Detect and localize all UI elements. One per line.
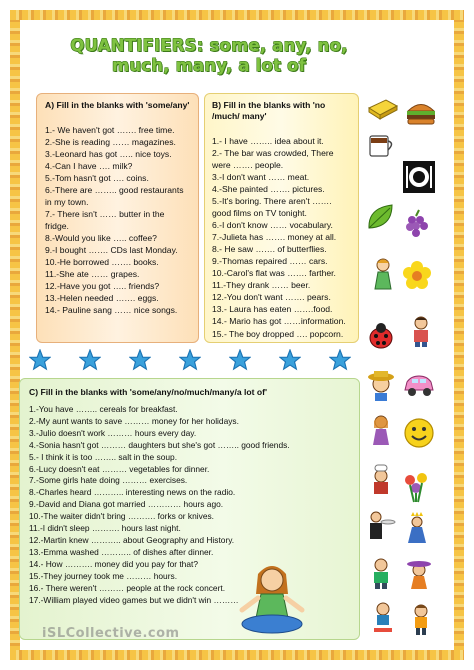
exercise-item: 7.-Some girls hate doing ……… exercises. bbox=[29, 475, 188, 486]
watermark: iSLCollective.com bbox=[42, 626, 180, 641]
exercise-item: 15.- The boy dropped …. popcorn. bbox=[212, 328, 344, 339]
section-a-panel bbox=[36, 93, 199, 343]
exercise-item: 11.-She ate …… grapes. bbox=[45, 269, 140, 280]
section-b-list bbox=[212, 136, 351, 340]
exercise-item: 5.- I think it is too …….. salt in the soup. bbox=[29, 451, 178, 462]
section-b-panel bbox=[204, 93, 359, 343]
exercise-item: 13.- Laura has eaten …….food. bbox=[212, 304, 333, 315]
hat-kid-icon bbox=[364, 368, 398, 402]
star-icon bbox=[29, 349, 51, 371]
exercise-item: 1.- I have …….. idea about it. bbox=[212, 136, 324, 146]
exercise-item: 17.-William played video games but we didn't win ……… bbox=[29, 594, 239, 605]
section-b-heading: B) Fill in the blanks with 'no /much/ many' bbox=[212, 100, 326, 121]
exercise-item: 2.- The bar was crowded, There were ……. people. bbox=[212, 148, 334, 170]
leaf-icon bbox=[364, 200, 398, 234]
exercise-item: 4.-Can I have …. milk? bbox=[45, 161, 133, 172]
boy-icon bbox=[404, 314, 438, 348]
exercise-item: 8.-Charles heard ……….. interesting news on the radio. bbox=[29, 487, 236, 498]
exercise-item: 8.-Would you like ….. coffee? bbox=[45, 232, 157, 243]
star-icon bbox=[79, 349, 101, 371]
section-c-panel bbox=[19, 378, 360, 640]
exercise-item: 5.-It's boring. There aren't ……. good films on TV tonight. bbox=[212, 195, 332, 218]
exercise-item: 2.-My aunt wants to save ……… money for her holidays. bbox=[29, 415, 239, 426]
exercise-item: 10.-The waiter didn't bring ………. forks or knives. bbox=[29, 511, 214, 522]
exercise-item: 14.- How ………. money did you pay for that? bbox=[29, 558, 198, 569]
grapes-icon bbox=[400, 208, 434, 242]
exercise-item: 16.- There weren't ……… people at the rock concert. bbox=[29, 582, 226, 593]
coffee-cup-icon bbox=[364, 128, 398, 162]
exercise-item: 13.-Helen needed ……. eggs. bbox=[45, 293, 159, 304]
exercise-item: 4.-Sonia hasn't got ……… daughters but she's got …….. good friends. bbox=[29, 439, 290, 450]
queen-icon bbox=[400, 510, 434, 544]
exercise-item: 10.-Carol's flat was ……. farther. bbox=[212, 268, 336, 279]
flowers-icon bbox=[400, 470, 434, 504]
exercise-item: 2.-She is reading …… magazines. bbox=[45, 137, 176, 148]
exercise-item: 11.-They drank …… beer. bbox=[212, 280, 311, 291]
kid-icon bbox=[404, 602, 438, 636]
star-icon bbox=[279, 349, 301, 371]
burger-icon bbox=[404, 96, 438, 130]
sitting-boy-icon bbox=[366, 600, 400, 634]
exercise-item: 6.-Lucy doesn't eat ……… vegetables for dinner. bbox=[29, 463, 210, 474]
plate-cutlery-icon bbox=[402, 160, 436, 194]
exercise-item: 1.- We haven't got ……. free time. bbox=[45, 125, 175, 135]
ladybug-icon bbox=[364, 318, 398, 352]
chef-icon bbox=[364, 462, 398, 496]
woman-icon bbox=[364, 412, 398, 446]
butter-icon bbox=[366, 88, 400, 122]
exercise-item: 15.-They journey took me ……… hours. bbox=[29, 570, 178, 581]
exercise-item: 9.-Thomas repaired …… cars. bbox=[212, 255, 328, 266]
star-icon bbox=[329, 349, 351, 371]
exercise-item: 7.- There isn't …… butter in the fridge. bbox=[45, 209, 165, 231]
exercise-item: 7.-Julieta has ……. money at all. bbox=[212, 231, 337, 242]
exercise-item: 3.-Leonard has got ….. nice toys. bbox=[45, 149, 172, 160]
smiley-icon bbox=[402, 416, 436, 450]
exercise-item: 13.-Emma washed ……….. of dishes after dinner. bbox=[29, 546, 214, 557]
section-a-list bbox=[45, 125, 190, 317]
star-divider bbox=[25, 349, 370, 373]
exercise-item: 12.-Have you got ….. friends? bbox=[45, 281, 160, 292]
exercise-item: 12.-Martin knew ……….. about Geography and History. bbox=[29, 534, 235, 545]
hat-lady-icon bbox=[402, 556, 436, 590]
exercise-item: 1.-You have …….. cereals for breakfast. bbox=[29, 404, 178, 414]
section-a-heading: A) Fill in the blanks with 'some/any' bbox=[45, 100, 190, 110]
star-icon bbox=[129, 349, 151, 371]
exercise-item: 9.-David and Diana got married ………… hours ago. bbox=[29, 499, 224, 510]
exercise-item: 14.- Pauline sang …… nice songs. bbox=[45, 305, 178, 316]
exercise-item: 5.-Tom hasn't got …. coins. bbox=[45, 173, 149, 184]
exercise-item: 4.-She painted ……. pictures. bbox=[212, 183, 325, 194]
car-icon bbox=[402, 366, 436, 400]
exercise-item: 9.-I bought ……. CDs last Monday. bbox=[45, 244, 178, 255]
waiter-icon bbox=[362, 508, 396, 542]
section-c-heading: C) Fill in the blanks with 'some/any/no/much/many/a lot of' bbox=[29, 387, 268, 397]
exercise-item: 14.- Mario has got ……information. bbox=[212, 316, 346, 327]
meditating-girl-icon bbox=[236, 560, 308, 640]
man-icon bbox=[364, 556, 398, 590]
girl-icon bbox=[366, 256, 400, 290]
exercise-item: 8.- He saw ……. of butterflies. bbox=[212, 243, 327, 254]
exercise-item: 3.-Julio doesn't work ……… hours every day. bbox=[29, 427, 197, 438]
star-icon bbox=[179, 349, 201, 371]
exercise-item: 10.-He borrowed ……. books. bbox=[45, 257, 159, 268]
exercise-item: 11.-I didn't sleep ………. hours last night. bbox=[29, 523, 181, 534]
exercise-item: 3.-I don't want …… meat. bbox=[212, 171, 310, 182]
exercise-item: 6.-There are …….. good restaurants in my town. bbox=[45, 185, 184, 208]
page-title: QUANTIFIERS: some, any, no, much, many, a lot of bbox=[70, 36, 348, 75]
exercise-item: 12.-You don't want ……. pears. bbox=[212, 292, 331, 303]
exercise-item: 6.-I don't know …… vocabulary. bbox=[212, 219, 333, 230]
star-icon bbox=[229, 349, 251, 371]
flower-icon bbox=[400, 258, 434, 292]
